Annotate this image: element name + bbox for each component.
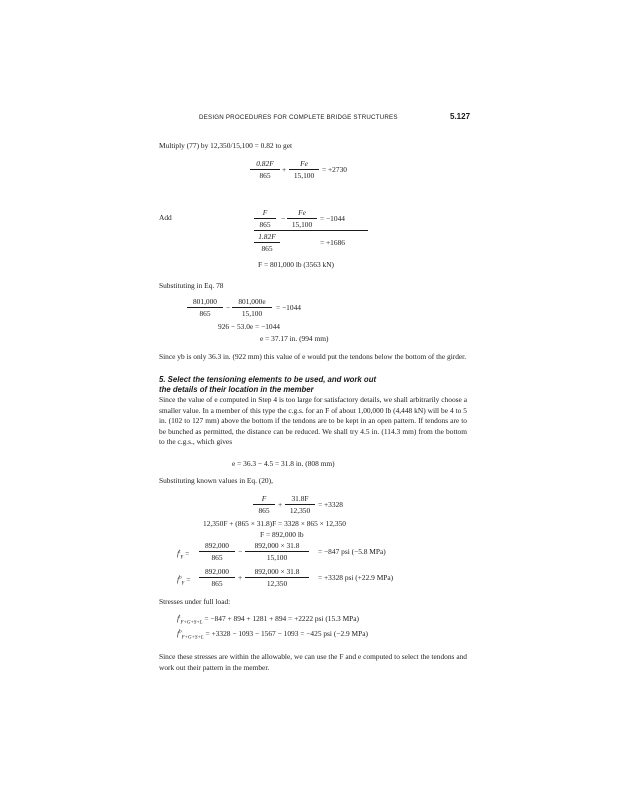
subscript: F+G+S+L	[180, 620, 203, 626]
superscript: b	[179, 629, 182, 635]
e-equation: e = 36.3 − 4.5 = 31.8 in. (808 mm)	[232, 459, 335, 468]
numerator: 1.82F	[254, 232, 280, 243]
step5-heading-line2: the details of their location in the member	[159, 385, 314, 394]
line1-rhs: = −847 + 894 + 1281 + 894 = +2222 psi (15.3 MPa)	[204, 614, 360, 623]
subscript: F	[180, 555, 184, 561]
minus-sign: −	[281, 214, 286, 223]
denominator: 865	[258, 506, 270, 515]
fraction-892000x31-8-over-15100	[245, 541, 309, 562]
equation-rhs: = +1686	[320, 238, 345, 247]
denominator: 865	[259, 220, 271, 229]
equation-rhs: = −847 psi (−5.8 MPa)	[318, 547, 386, 556]
fraction-892000x31-8-over-12350	[245, 567, 309, 588]
line2-rhs: = +3328 − 1093 − 1567 − 1093 = −425 psi (−2.9 MPa)	[205, 629, 368, 638]
fraction-801000e-over-15100	[232, 297, 272, 318]
numerator: 31.8F	[285, 494, 315, 505]
superscript: t	[179, 614, 181, 620]
denominator: 12,350	[266, 579, 288, 588]
since-paragraph: Since yb is only 36.3 in. (922 mm) this value of e would put the tendons below the bottom of the girder.	[159, 352, 467, 361]
denominator: 15,100	[266, 553, 288, 562]
equation-rhs: = −1044	[276, 303, 301, 312]
numerator: 801,000	[187, 297, 223, 308]
denominator: 15,100	[293, 171, 315, 180]
denominator: 865	[261, 244, 273, 253]
numerator: F	[254, 208, 276, 219]
multiply-intro: Multiply (77) by 12,350/15,100 = 0.82 to get	[159, 141, 293, 150]
subst78-intro: Substituting in Eq. 78	[159, 281, 224, 290]
subst20-line2: 12,350F + (865 × 31.8)F = 3328 × 865 × 12,350	[203, 519, 346, 528]
numerator: Fe	[289, 159, 319, 170]
equals-sign: =	[185, 549, 190, 558]
numerator: 801,000e	[232, 297, 272, 308]
full-load-intro: Stresses under full load:	[159, 597, 231, 606]
subst20-intro: Substituting known values in Eq. (20),	[159, 476, 273, 485]
fbot-lhs	[177, 575, 190, 586]
numerator: 0.82F	[250, 159, 280, 170]
denominator: 865	[211, 553, 223, 562]
subscript: F+G+S+L	[181, 635, 204, 641]
denominator: 865	[211, 579, 223, 588]
numerator: F	[253, 494, 275, 505]
numerator: 892,000	[199, 541, 235, 552]
equation-rhs: = +2730	[322, 165, 347, 174]
equation-rhs: = +3328 psi (+22.9 MPa)	[318, 573, 394, 582]
denominator: 12,350	[289, 506, 311, 515]
plus-sign: +	[278, 500, 283, 509]
fraction-0-82f-over-865	[250, 159, 280, 180]
fraction-892000-over-865	[199, 567, 235, 588]
fraction-801000-over-865	[187, 297, 223, 318]
numerator: 892,000 × 31.8	[245, 541, 309, 552]
subscript: F	[181, 581, 185, 587]
fraction-f-over-865	[254, 208, 276, 229]
minus-sign: −	[238, 547, 243, 556]
equals-sign: =	[186, 575, 191, 584]
full-load-line1	[177, 614, 359, 625]
fraction-892000-over-865	[199, 541, 235, 562]
closing-paragraph: Since these stresses are within the allowable, we can use the F and e computed to select the tendons and work out their pattern in the member.	[159, 652, 467, 672]
symbol-f: f	[177, 614, 180, 623]
equation-rhs: = +3328	[318, 500, 343, 509]
full-load-line2	[177, 629, 368, 640]
running-header: DESIGN PROCEDURES FOR COMPLETE BRIDGE STRUCTURES	[199, 114, 398, 121]
symbol-f: f	[177, 629, 180, 638]
subst20-line3: F = 892,000 lb	[260, 530, 304, 539]
fraction-1-82f-over-865	[254, 232, 280, 253]
fraction-31-8f-over-12350	[285, 494, 315, 515]
denominator: 865	[199, 309, 211, 318]
denominator: 15,100	[291, 220, 313, 229]
subst78-line2: 926 − 53.0e = −1044	[218, 322, 280, 331]
numerator: Fe	[287, 208, 317, 219]
fraction-fe-over-15100	[289, 159, 319, 180]
fraction-f-over-865	[253, 494, 275, 515]
step5-heading-line1: 5. Select the tensioning elements to be used, and work out	[159, 375, 377, 384]
equation-rhs: = −1044	[320, 214, 345, 223]
ftop-lhs	[177, 549, 189, 560]
sum-rule	[254, 230, 368, 231]
superscript: b	[179, 575, 182, 581]
page-number: 5.127	[450, 112, 471, 121]
denominator: 865	[259, 171, 271, 180]
minus-sign: −	[226, 303, 231, 312]
symbol-f: f	[177, 549, 180, 558]
fraction-fe-over-15100	[287, 208, 317, 229]
add-label: Add	[159, 213, 172, 222]
denominator: 15,100	[241, 309, 263, 318]
result-f: F = 801,000 lb (3563 kN)	[258, 260, 335, 269]
symbol-f: f	[177, 575, 180, 584]
plus-sign: +	[282, 165, 287, 174]
numerator: 892,000 × 31.8	[245, 567, 309, 578]
step5-paragraph: Since the value of e computed in Step 4 is too large for satisfactory details, we shall arbitrarily choose a smaller value. In a member of this type the c.g.s. for an F of about 1,00,000 lb (4,448 kN) will be 4 to 5 in. (102 to 127 mm) above the bottom if the tendons are to be kept in an open pattern. If tendons are to be bunched as permitted, the distance can be reduced. We shall try 4.5 in. (114.3 mm) from the bottom to the c.g.s., which gives	[159, 395, 467, 447]
plus-sign: +	[238, 573, 243, 582]
subst78-line3: e = 37.17 in. (994 mm)	[260, 334, 329, 343]
superscript: t	[179, 549, 181, 555]
numerator: 892,000	[199, 567, 235, 578]
